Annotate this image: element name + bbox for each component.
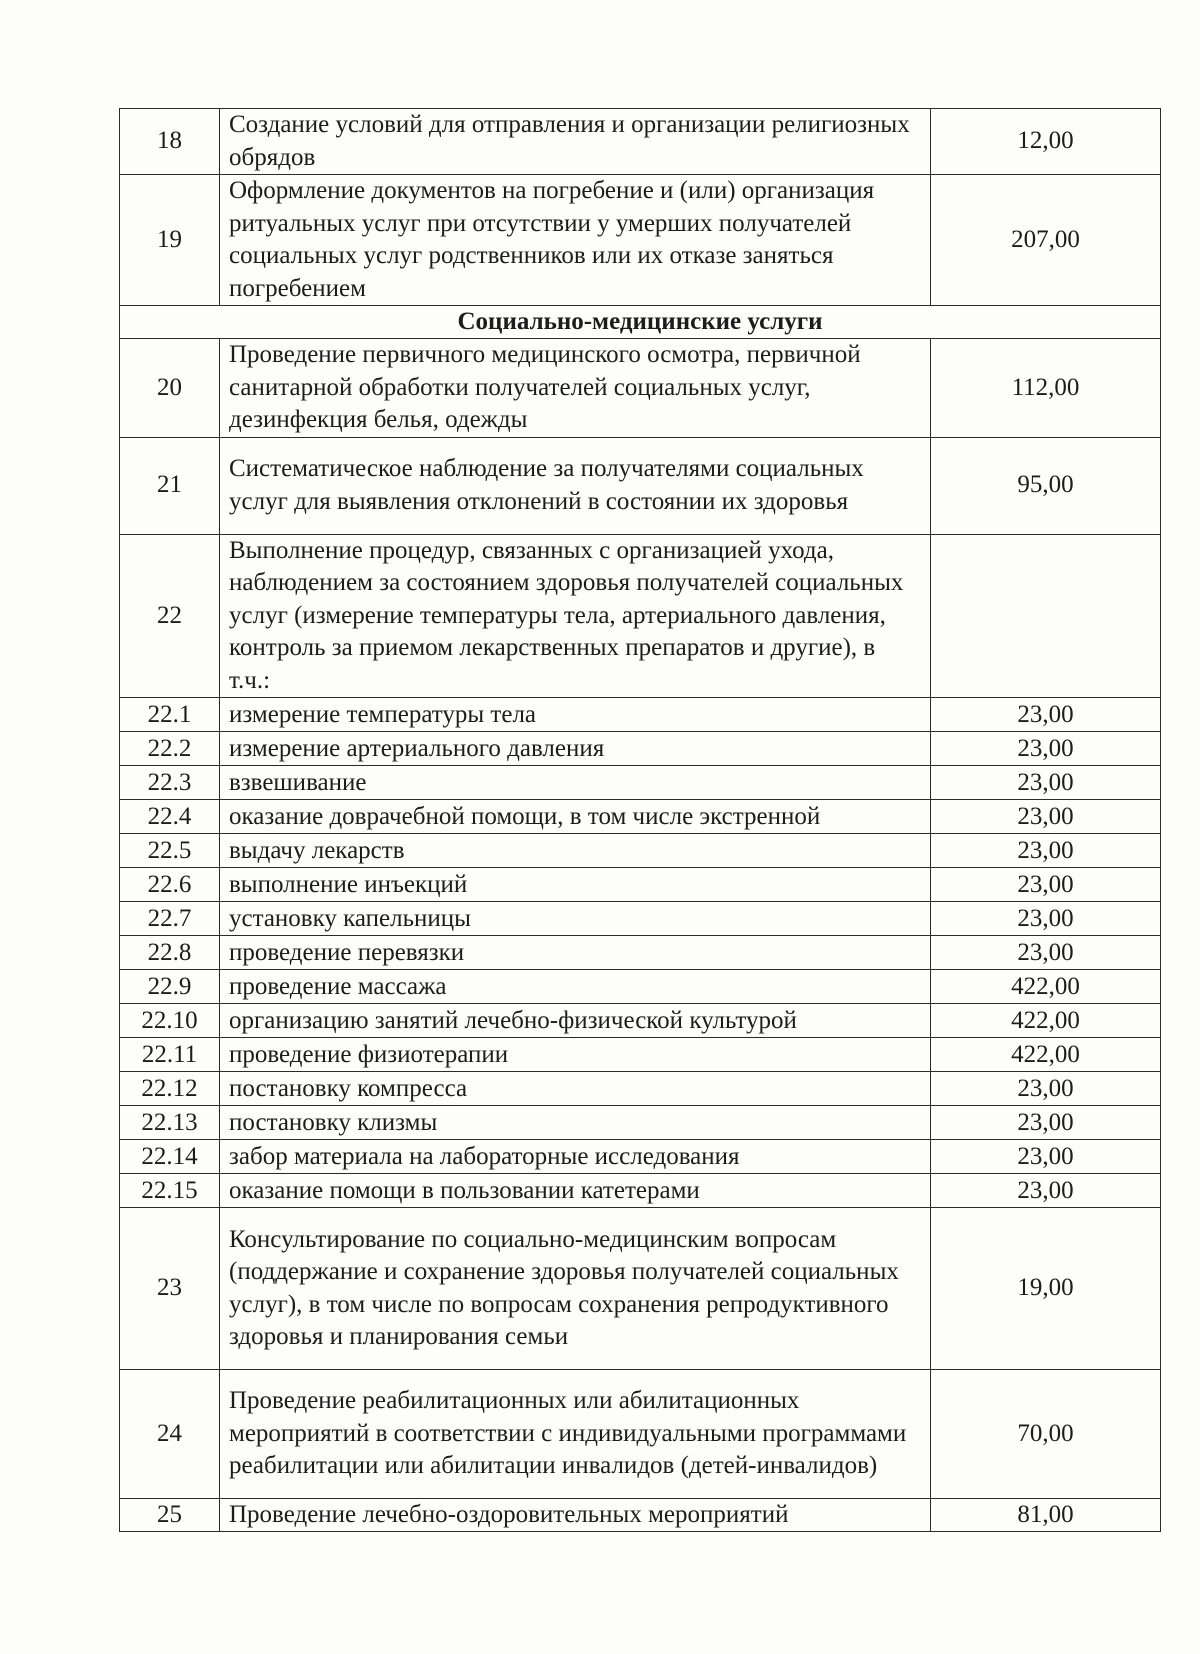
service-number: 20 bbox=[120, 339, 220, 438]
sub-service-number: 22.3 bbox=[120, 766, 220, 800]
sub-service-row bbox=[120, 936, 1161, 970]
table-row bbox=[120, 534, 1161, 698]
service-number: 21 bbox=[120, 437, 220, 534]
service-price: 12,00 bbox=[931, 109, 1161, 175]
sub-service-name: организацию занятий лечебно-физической культурой bbox=[220, 1004, 931, 1038]
service-price: 19,00 bbox=[931, 1208, 1161, 1370]
sub-service-name: забор материала на лабораторные исследования bbox=[220, 1140, 931, 1174]
sub-service-row bbox=[120, 800, 1161, 834]
sub-service-price: 422,00 bbox=[931, 970, 1161, 1004]
sub-service-row bbox=[120, 970, 1161, 1004]
service-price: 81,00 bbox=[931, 1499, 1161, 1532]
sub-service-number: 22.4 bbox=[120, 800, 220, 834]
service-price: 112,00 bbox=[931, 339, 1161, 438]
sub-service-price: 23,00 bbox=[931, 698, 1161, 732]
sub-service-number: 22.14 bbox=[120, 1140, 220, 1174]
sub-service-number: 22.11 bbox=[120, 1038, 220, 1072]
sub-service-row bbox=[120, 868, 1161, 902]
section-header-row bbox=[120, 306, 1161, 339]
sub-service-row bbox=[120, 698, 1161, 732]
sub-service-name: оказание помощи в пользовании катетерами bbox=[220, 1174, 931, 1208]
sub-service-price: 23,00 bbox=[931, 834, 1161, 868]
table-row bbox=[120, 1370, 1161, 1499]
sub-service-row bbox=[120, 1038, 1161, 1072]
sub-service-row bbox=[120, 1140, 1161, 1174]
sub-service-number: 22.13 bbox=[120, 1106, 220, 1140]
sub-service-name: оказание доврачебной помощи, в том числе экстренной bbox=[220, 800, 931, 834]
sub-service-row bbox=[120, 1004, 1161, 1038]
sub-service-price: 23,00 bbox=[931, 902, 1161, 936]
sub-service-price: 422,00 bbox=[931, 1004, 1161, 1038]
sub-service-name: постановку компресса bbox=[220, 1072, 931, 1106]
table-row bbox=[120, 175, 1161, 306]
sub-service-price: 23,00 bbox=[931, 732, 1161, 766]
table-row bbox=[120, 1208, 1161, 1370]
service-name: Оформление документов на погребение и (или) организация ритуальных услуг при отсутствии у умерших получателей социальных услуг родственников или их отказе заняться погребением bbox=[220, 175, 931, 306]
sub-service-name: измерение температуры тела bbox=[220, 698, 931, 732]
service-name: Проведение первичного медицинского осмотра, первичной санитарной обработки получателей социальных услуг, дезинфекция белья, одежды bbox=[220, 339, 931, 438]
sub-service-number: 22.12 bbox=[120, 1072, 220, 1106]
sub-service-price: 23,00 bbox=[931, 1140, 1161, 1174]
service-price: 207,00 bbox=[931, 175, 1161, 306]
service-price: 70,00 bbox=[931, 1370, 1161, 1499]
service-number: 18 bbox=[120, 109, 220, 175]
sub-service-row bbox=[120, 732, 1161, 766]
table-row bbox=[120, 1499, 1161, 1532]
sub-service-name: взвешивание bbox=[220, 766, 931, 800]
table-row bbox=[120, 339, 1161, 438]
sub-service-row bbox=[120, 1174, 1161, 1208]
sub-service-price: 23,00 bbox=[931, 766, 1161, 800]
sub-service-number: 22.9 bbox=[120, 970, 220, 1004]
sub-service-number: 22.10 bbox=[120, 1004, 220, 1038]
service-name: Проведение лечебно-оздоровительных мероприятий bbox=[220, 1499, 931, 1532]
sub-service-row bbox=[120, 766, 1161, 800]
sub-service-number: 22.8 bbox=[120, 936, 220, 970]
sub-service-name: проведение физиотерапии bbox=[220, 1038, 931, 1072]
sub-service-price: 23,00 bbox=[931, 936, 1161, 970]
table-row bbox=[120, 437, 1161, 534]
sub-service-number: 22.2 bbox=[120, 732, 220, 766]
sub-service-price: 422,00 bbox=[931, 1038, 1161, 1072]
sub-service-price: 23,00 bbox=[931, 868, 1161, 902]
service-name: Проведение реабилитационных или абилитационных мероприятий в соответствии с индивидуальными программами реабилитации или абилитации инвалидов (детей-инвалидов) bbox=[220, 1370, 931, 1499]
sub-service-number: 22.6 bbox=[120, 868, 220, 902]
service-price bbox=[931, 534, 1161, 698]
sub-service-row bbox=[120, 834, 1161, 868]
service-name: Выполнение процедур, связанных с организацией ухода, наблюдением за состоянием здоровья получателей социальных услуг (измерение температуры тела, артериального давления, контроль за приемом лекарственных препаратов и другие), в т.ч.: bbox=[220, 534, 931, 698]
sub-service-name: постановку клизмы bbox=[220, 1106, 931, 1140]
sub-service-price: 23,00 bbox=[931, 800, 1161, 834]
service-number: 23 bbox=[120, 1208, 220, 1370]
service-name: Систематическое наблюдение за получателями социальных услуг для выявления отклонений в состоянии их здоровья bbox=[220, 437, 931, 534]
sub-service-name: выдачу лекарств bbox=[220, 834, 931, 868]
service-number: 25 bbox=[120, 1499, 220, 1532]
sub-service-number: 22.15 bbox=[120, 1174, 220, 1208]
sub-service-name: проведение массажа bbox=[220, 970, 931, 1004]
section-title: Социально-медицинские услуги bbox=[120, 306, 1161, 339]
sub-service-row bbox=[120, 902, 1161, 936]
service-name: Создание условий для отправления и организации религиозных обрядов bbox=[220, 109, 931, 175]
table-row bbox=[120, 109, 1161, 175]
sub-service-price: 23,00 bbox=[931, 1072, 1161, 1106]
sub-service-name: измерение артериального давления bbox=[220, 732, 931, 766]
services-price-table bbox=[119, 108, 1161, 1532]
sub-service-name: проведение перевязки bbox=[220, 936, 931, 970]
sub-service-name: установку капельницы bbox=[220, 902, 931, 936]
sub-service-price: 23,00 bbox=[931, 1106, 1161, 1140]
sub-service-number: 22.5 bbox=[120, 834, 220, 868]
sub-service-number: 22.7 bbox=[120, 902, 220, 936]
service-number: 22 bbox=[120, 534, 220, 698]
sub-service-number: 22.1 bbox=[120, 698, 220, 732]
sub-service-price: 23,00 bbox=[931, 1174, 1161, 1208]
sub-service-row bbox=[120, 1072, 1161, 1106]
service-price: 95,00 bbox=[931, 437, 1161, 534]
service-number: 19 bbox=[120, 175, 220, 306]
sub-service-name: выполнение инъекций bbox=[220, 868, 931, 902]
service-number: 24 bbox=[120, 1370, 220, 1499]
service-name: Консультирование по социально-медицинским вопросам (поддержание и сохранение здоровья получателей социальных услуг), в том числе по вопросам сохранения репродуктивного здоровья и планирования семьи bbox=[220, 1208, 931, 1370]
sub-service-row bbox=[120, 1106, 1161, 1140]
